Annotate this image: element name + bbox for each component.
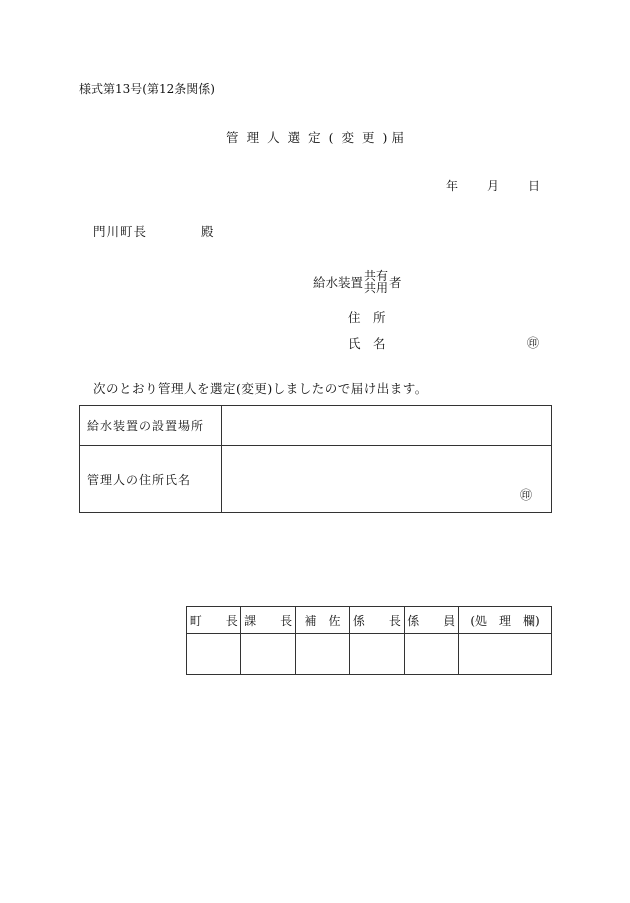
- lead-text: 次のとおり管理人を選定(変更)しましたので届け出ます。: [93, 381, 428, 396]
- info-value-location[interactable]: [222, 406, 552, 446]
- name-label: 氏 名: [348, 336, 386, 351]
- title-char: 理: [246, 130, 260, 145]
- approval-cell[interactable]: [241, 634, 295, 675]
- title-char: 届: [391, 130, 404, 145]
- title-char: (: [328, 130, 334, 145]
- applicant-suffix: 者: [389, 275, 402, 290]
- date-day: 日: [528, 179, 541, 193]
- seal-mark: ㊞: [527, 336, 540, 350]
- title-char: 定: [308, 130, 321, 145]
- title-char: 管: [226, 130, 239, 145]
- address-label: 住 所: [348, 310, 386, 325]
- applicant-stack: [364, 270, 388, 294]
- approval-header: 係 長: [350, 607, 404, 634]
- title-char: 選: [287, 130, 301, 145]
- approval-cell[interactable]: [459, 634, 552, 675]
- document-title: [0, 128, 630, 146]
- approval-header: 課 長: [241, 607, 295, 634]
- title-char: 変: [341, 130, 355, 145]
- date-month: 月: [487, 179, 500, 193]
- recipient: 門川町長: [93, 224, 148, 239]
- approval-header: 町 長: [187, 607, 241, 634]
- info-value-manager[interactable]: [222, 446, 552, 513]
- approval-cell[interactable]: [404, 634, 458, 675]
- manager-seal-mark: ㊞: [519, 488, 532, 502]
- info-table: [79, 405, 552, 513]
- applicant-prefix: 給水装置: [313, 275, 364, 290]
- applicant-stack-top: 共有: [364, 269, 389, 283]
- form-number: 様式第13号(第12条関係): [79, 82, 215, 96]
- applicant-type: [313, 270, 402, 294]
- approval-header: 補 佐: [295, 607, 349, 634]
- info-label-location: 給水装置の設置場所: [80, 406, 222, 446]
- title-char: ): [382, 130, 388, 145]
- approval-cell[interactable]: [295, 634, 349, 675]
- approval-cell[interactable]: [187, 634, 241, 675]
- title-char: 人: [267, 130, 280, 145]
- title-char: 更: [362, 130, 375, 145]
- approval-table: [186, 606, 552, 675]
- applicant-stack-bottom: 共用: [364, 281, 389, 295]
- recipient-suffix: 殿: [201, 224, 214, 239]
- approval-cell[interactable]: [350, 634, 404, 675]
- date-year: 年: [446, 179, 459, 193]
- approval-header: (処 理 欄): [459, 607, 552, 634]
- info-label-manager: 管理人の住所氏名: [80, 446, 222, 513]
- approval-header: 係 員: [404, 607, 458, 634]
